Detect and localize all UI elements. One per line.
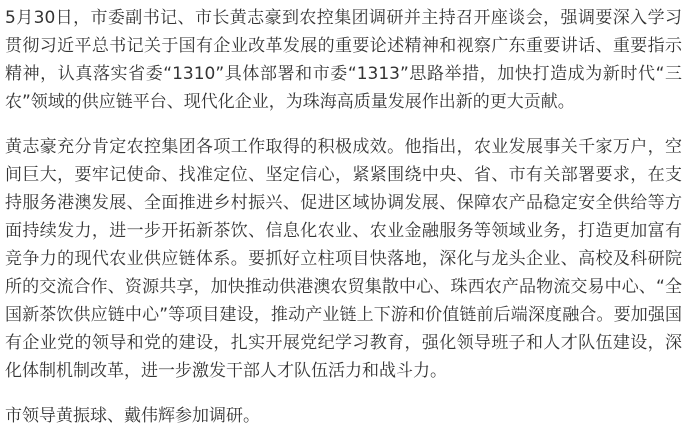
article-paragraph-attendees: 市领导黄振球、戴伟辉参加调研。	[5, 406, 260, 426]
article-paragraph-main: 黄志豪充分肯定农控集团各项工作取得的积极成效。他指出，农业发展事关千家万户，空间巨大，要牢记使命、找准定位、坚定信心，紧紧围绕中央、省、市有关部署要求，在支持服务港澳发展、全面推进乡村振兴、促进区域协调发展、保障农产品稳定安全供给等方面持续发力，进一步开拓新茶饮、信息化农业、农业金融服务等领域业务，打造更加富有竞争力的现代农业供应链体系。要抓好立柱项目快落地，深化与龙头企业、高校及科研院所的交流合作、资源共享，加快推动供港澳农贸集散中心、珠西农产品物流交易中心、“全国新茶饮供应链中心”等项目建设，推动产业链上下游和价值链前后端深度融合。要加强国有企业党的领导和党的建设，扎实开展党纪学习教育，强化领导班子和人才队伍建设，深化体制机制改革，进一步激发干部人才队伍活力和战斗力。	[5, 137, 682, 381]
article-paragraph-lead: 5月30日，市委副书记、市长黄志豪到农控集团调研并主持召开座谈会，强调要深入学习贯彻习近平总书记关于国有企业改革发展的重要论述精神和视察广东重要讲话、重要指示精神，认真落实省委“1310”具体部署和市委“1313”思路举措，加快打造成为新时代“三农”领域的供应链平台、现代化企业，为珠海高质量发展作出新的更大贡献。	[5, 8, 682, 112]
